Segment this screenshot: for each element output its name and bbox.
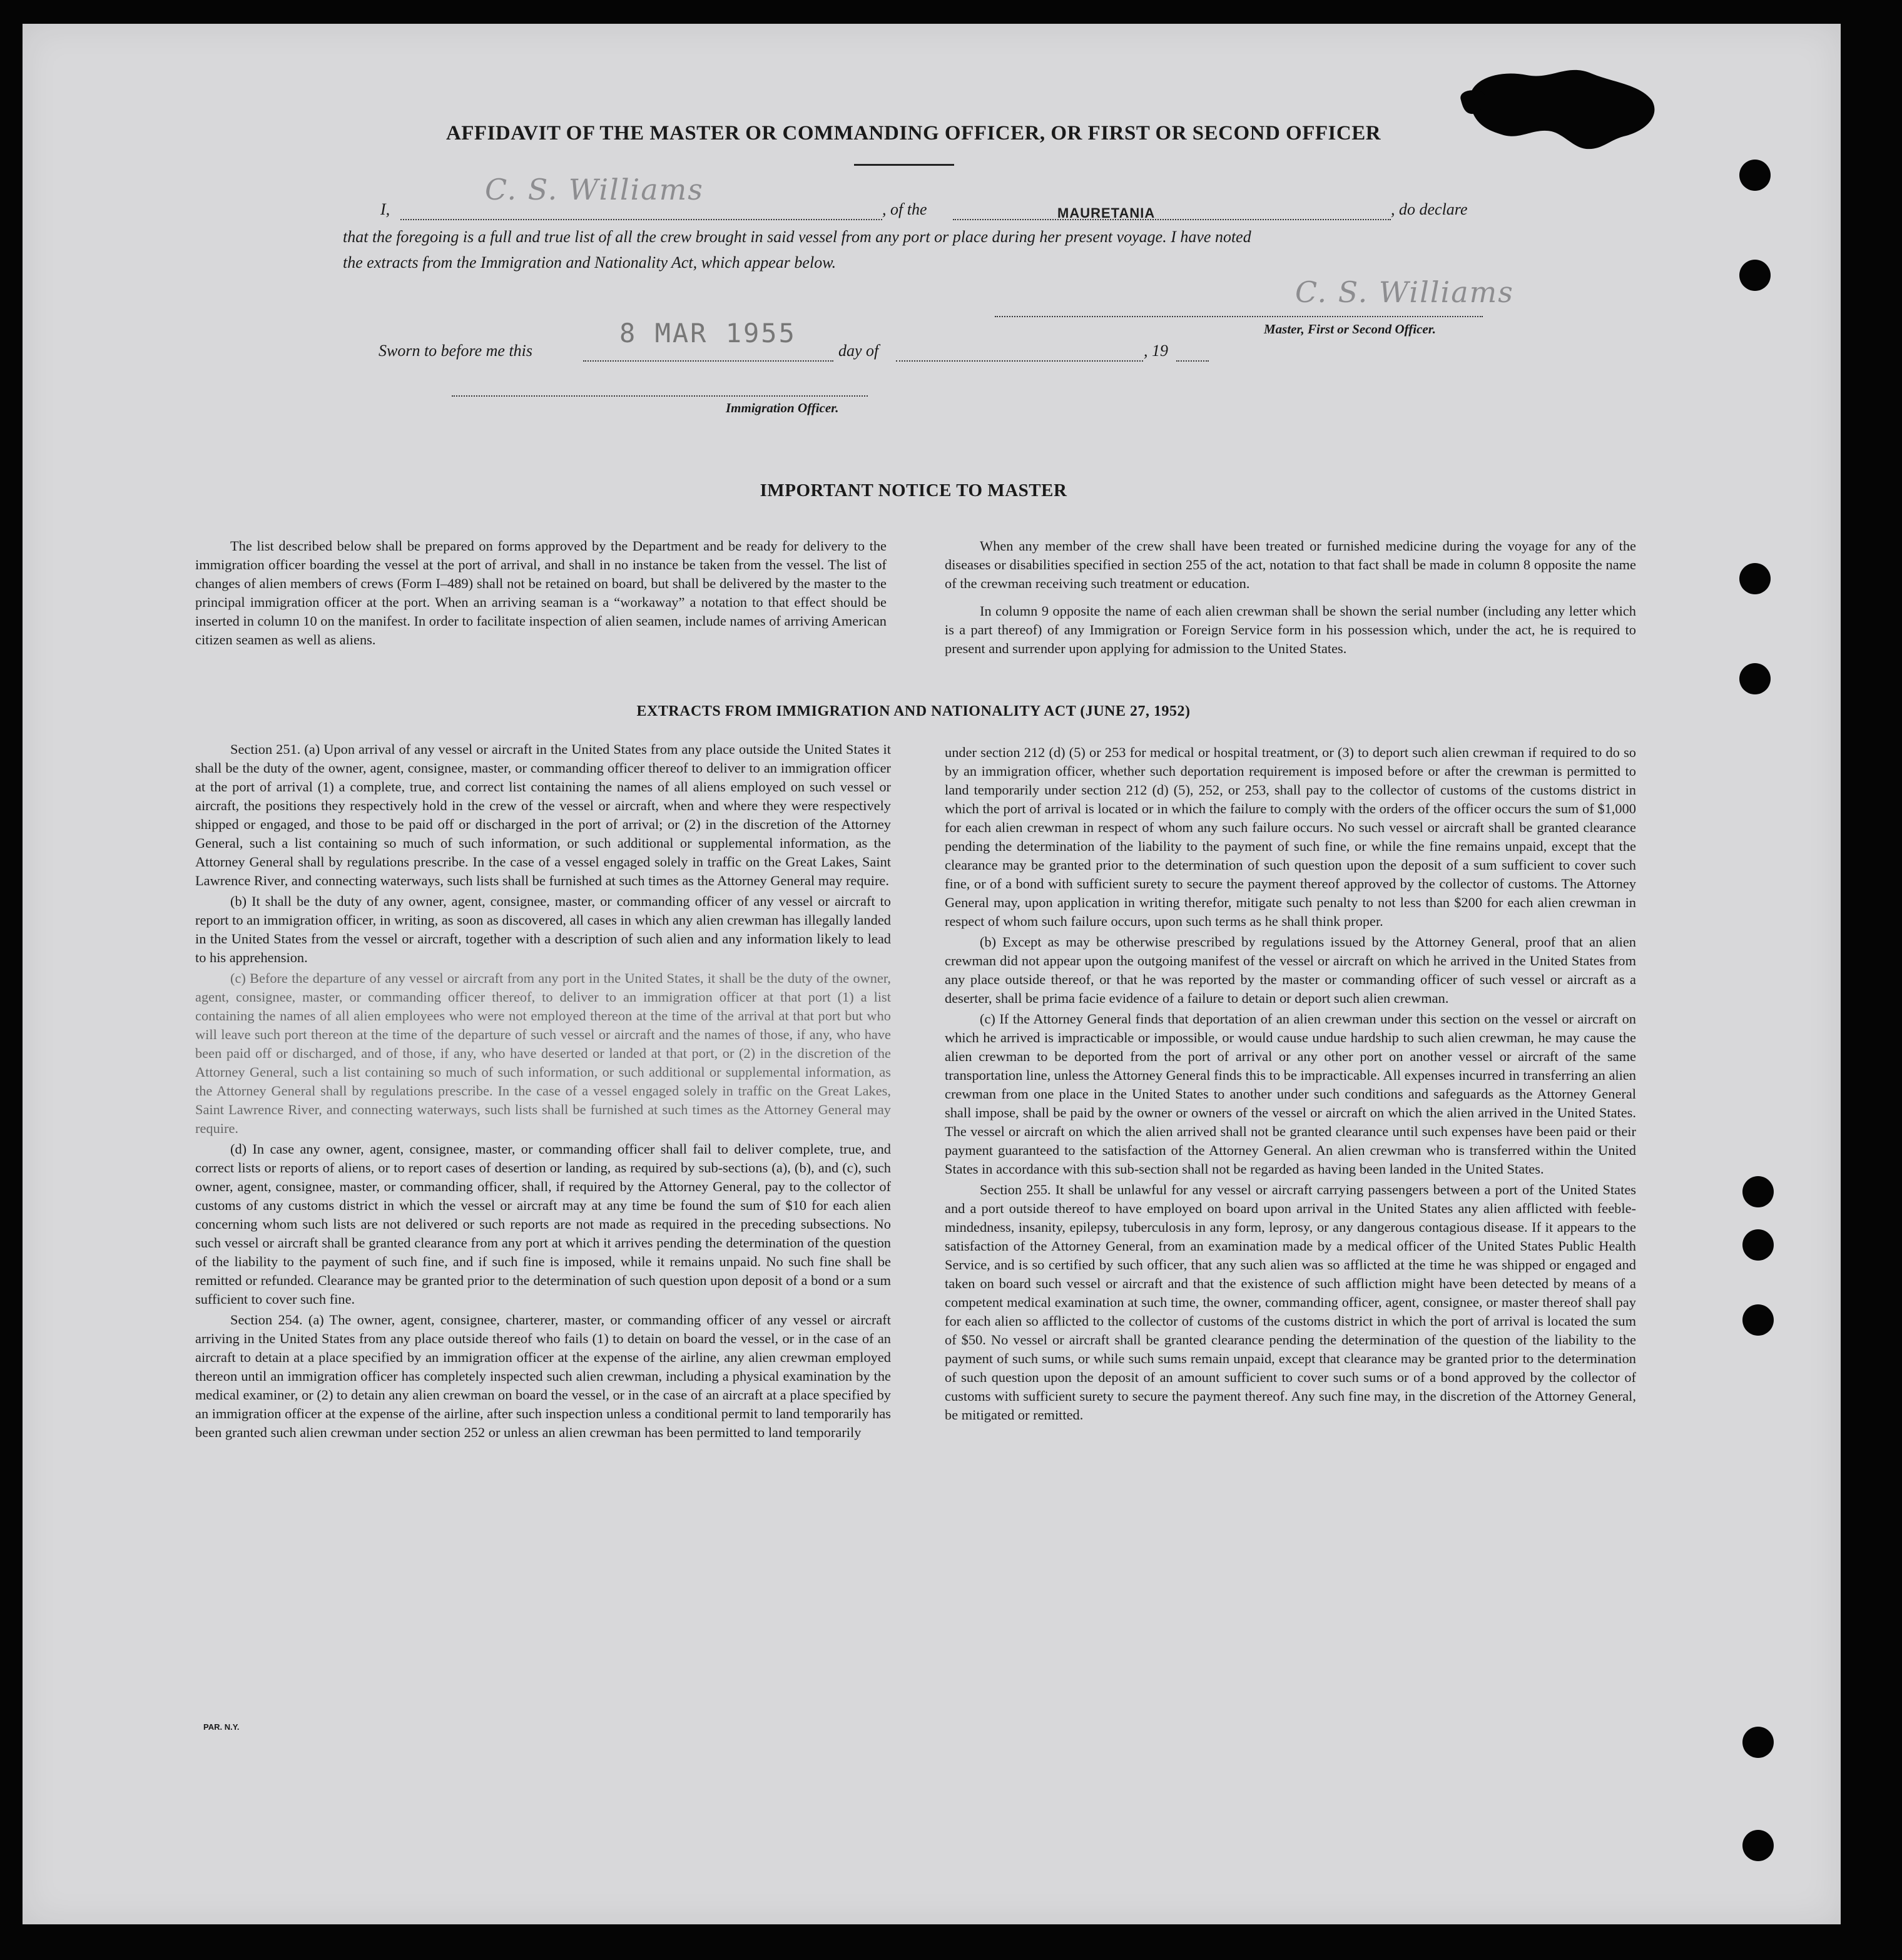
day-of-label: day of xyxy=(838,342,879,360)
section-251-c: (c) Before the departure of any vessel or aircraft from any port in the United States, it shall be the duty of the owner, agent, consignee, master, or commanding officer thereof, to deliver to an immigration officer at that port (1) a list containing the names of all alien employees who were not employed thereon at the time of the arrival at that port but who will leave such port thereon at the time of the departure of such vessel or aircraft and the names of those, if any, who have been paid off or discharged, and of those, if any, who have deserted or landed at that port, or (2) in the discretion of the Attorney General, such a list containing so much of such information, or such additional or supplemental information, as the Attorney General shall by regulations prescribe. In the case of a vessel engaged solely in traffic on the Great Lakes, Saint Lawrence River, and connecting waterways, such lists shall be furnished at such times as the Attorney General may require. xyxy=(195,970,891,1136)
sworn-date-line xyxy=(583,360,833,362)
section-254-b: (b) Except as may be otherwise prescribed by regulations issued by the Attorney General, proof that an alien crewman did not appear upon the outgoing manifest of the vessel or aircraft on which he arrived in the United States from any place outside thereof, or that he was reported by the master or commanding officer of such vessel or aircraft as a deserter, shall be prima facie evidence of a failure to detain or deport such alien crewman. xyxy=(945,934,1636,1006)
declaration-prefix: I, xyxy=(380,200,390,218)
section-255: Section 255. It shall be unlawful for any vessel or aircraft carrying passengers between a port of the United States and a port outside thereof to have employed on board upon arrival in the United States any alien afflicted with feeble-mindedness, insanity, epilepsy, tuberculosis in any form, leprosy, or any dangerous contagious disease. If it appears to the satisfaction of the Attorney General, from an examination made by a medical officer of the United States Public Health Service, and is so certified by such officer, that any such alien was so afflicted at the time he was shipped or engaged and taken on board such vessel or aircraft and that the existence of such affliction might have been detected by means of a competent medical examination at such time, the owner, commanding officer, agent, consignee, or master thereof shall pay for each alien so afflicted to the collector of customs of the customs district in which the port of arrival is located the sum of $50. No vessel or aircraft shall be granted clearance pending the determination of the question of the liability to the payment of such sums, or while such sums remain unpaid, except that clearance may be granted prior to the determination of such question upon the deposit of an amount sufficient to cover such sums or of a bond approved by the collector of customs with sufficient surety to secure the payment thereof. Any such fine may, in the discretion of the Attorney General, be mitigated or remitted. xyxy=(945,1182,1636,1423)
punch-hole xyxy=(1742,1304,1774,1336)
extracts-left-column xyxy=(195,740,891,1442)
section-254-a: Section 254. (a) The owner, agent, consignee, charterer, master, or commanding officer of any vessel or aircraft arriving in the United States from any place outside thereof who fails (1) to detain on board the vessel, or in the case of an aircraft to detain at a place specified by an immigration officer at the expense of the airline, any alien crewman employed thereon until an immigration officer has completely inspected such alien crewman, including a physical examination by the medical examiner, or (2) to detain any alien crewman on board the vessel, or in the case of an aircraft at a place specified by an immigration officer at the expense of the airline, after such inspection unless a conditional permit to land temporarily has been granted such alien crewman under section 252 or unless an alien crewman has been permitted to land temporarily xyxy=(195,1312,891,1440)
notice-left-paragraph: The list described below shall be prepared on forms approved by the Department and be ready for delivery to the immigration officer boarding the vessel at the port of arrival, and shall in no instance be taken from the vessel. The list of changes of alien members of crews (Form I–489) shall not be retained on board, but shall be delivered by the master to the principal immigration officer at the port. When an arriving seaman is a “workaway” a notation to that effect should be inserted in column 10 on the manifest. In order to facilitate inspection of alien seamen, include names of arriving American citizen seamen as well as aliens. xyxy=(195,538,887,647)
ink-blot xyxy=(1458,56,1664,156)
punch-hole xyxy=(1739,563,1771,594)
declaration-line-3: the extracts from the Immigration and Nationality Act, which appear below. xyxy=(343,253,837,272)
section-251-b: (b) It shall be the duty of any owner, agent, consignee, master, or commanding officer of any vessel or aircraft to report to an immigration officer, in writing, as soon as discovered, all cases in which any alien crewman has illegally landed in the United States from the vessel or aircraft, together with a description of such alien and any information likely to lead to his apprehension. xyxy=(195,893,891,965)
punch-hole xyxy=(1742,1727,1774,1758)
immigration-officer-line xyxy=(452,395,868,397)
title-underline xyxy=(854,164,954,166)
notice-right-paragraph: When any member of the crew shall have been treated or furnished medicine during the voyage for any of the diseases or disabilities specified in section 255 of the act, notation to that fact shall be made in column 8 opposite the name of the crewman receiving such treatment or education. xyxy=(945,538,1636,591)
punch-hole xyxy=(1742,1176,1774,1207)
section-254-c: (c) If the Attorney General finds that deportation of an alien crewman under this section on the vessel or aircraft on which he arrived is impracticable or impossible, or would cause undue hardship to such alien crewman, he may cause the alien crewman to be deported from the port of arrival or any other port on another vessel or aircraft of the same transportation line, unless the Attorney General finds this to be impracticable. All expenses incurred in transferring an alien crewman from one place in the United States to another under such conditions and safeguards as the Attorney General shall impose, shall be paid by the owner or owners of the vessel or aircraft on which the alien arrived in the United States. The vessel or aircraft on which the alien arrived shall not be granted clearance until such expenses have been paid or their payment guaranteed to the satisfaction of the Attorney General. An alien crewman who is transferred within the United States in accordance with this sub-section shall not be regarded as having been landed in the United States. xyxy=(945,1011,1636,1177)
declaration-line-2: that the foregoing is a full and true list of all the crew brought in said vessel from any port or place during her present voyage. I have noted xyxy=(343,228,1251,246)
do-declare-label: , do declare xyxy=(1391,200,1468,218)
officer-signature: C. S. Williams xyxy=(485,173,704,206)
section-254-a-cont: under section 212 (d) (5) or 253 for medical or hospital treatment, or (3) to deport such alien crewman if required to do so by an immigration officer, whether such deportation requirement is imposed before or after the crewman is permitted to land temporarily under section 212 (d) (5), 252, or 253, shall pay to the collector of customs of the customs district in which the port of arrival is located or in which the failure to comply with the orders of the officer occurs the sum of $1,000 for each alien crewman in respect of whom any such failure occurs. No such vessel or aircraft shall be granted clearance pending the determination of the liability to the payment of such fine, or while the fine remains unpaid, except that the clearance may be granted prior to the determination of such question upon the deposit of a sum sufficient to cover such fine, or of a bond with sufficient surety to secure the payment thereof approved by the collector of customs. The Attorney General may, upon application in writing therefor, mitigate such penalty to not less than $200 for each alien crewman in respect of whom such failure occurs, upon such terms as he shall think proper. xyxy=(945,744,1636,929)
master-caption: Master, First or Second Officer. xyxy=(1264,322,1436,337)
immigration-officer-caption: Immigration Officer. xyxy=(726,400,839,415)
master-signature: C. S. Williams xyxy=(1295,275,1514,309)
of-the-label: , of the xyxy=(882,200,927,218)
month-line xyxy=(896,360,1143,362)
date-stamp: 8 MAR 1955 xyxy=(619,318,796,348)
year-line xyxy=(1176,360,1209,362)
vessel-name-line xyxy=(953,219,1391,220)
punch-hole xyxy=(1739,160,1771,191)
notice-right-paragraph: In column 9 opposite the name of each alien crewman shall be shown the serial number (including any letter which is a part thereof) of any Immigration or Foreign Service form in his possession which, under the act, he is required to present and surrender upon applying for admission to the United States. xyxy=(945,603,1636,656)
notice-left-column xyxy=(195,537,887,649)
punch-hole xyxy=(1739,663,1771,694)
printer-mark: PAR. N.Y. xyxy=(203,1722,240,1732)
vessel-name: MAURETANIA xyxy=(1057,205,1156,221)
master-signature-line xyxy=(995,316,1483,317)
sworn-label: Sworn to before me this xyxy=(379,342,533,360)
affidavit-title: AFFIDAVIT OF THE MASTER OR COMMANDING OFFICER, OR FIRST OR SECOND OFFICER xyxy=(445,122,1381,145)
punch-hole xyxy=(1739,260,1771,291)
extracts-title: EXTRACTS FROM IMMIGRATION AND NATIONALITY ACT (JUNE 27, 1952) xyxy=(636,703,1191,719)
section-251-d: (d) In case any owner, agent, consignee, master, or commanding officer shall fail to deliver complete, true, and correct lists or reports of aliens, or to report cases of desertion or landing, as required by sub-sections (a), (b), and (c), such owner, agent, consignee, master, or commanding officer, shall, if required by the Attorney General, pay to the collector of customs of any customs district in which the vessel or aircraft may at any time be found the sum of $10 for each alien concerning whom such lists are not delivered or such reports are not made as required in the preceding subsections. No such vessel or aircraft shall be granted clearance from any port at which it arrives pending the determination of the question of the liability to the payment of such fine, and if such fine is imposed, while it remains unpaid. No such fine shall be remitted or refunded. Clearance may be granted prior to the determination of such question upon deposit of a bond or a sum sufficient to cover such fine. xyxy=(195,1141,891,1307)
punch-hole xyxy=(1742,1830,1774,1861)
notice-right-column xyxy=(945,537,1636,658)
section-251-a: Section 251. (a) Upon arrival of any vessel or aircraft in the United States from any place outside the United States it shall be the duty of the owner, agent, consignee, master, or commanding officer thereof to deliver to an immigration officer at the port of arrival (1) a complete, true, and correct list containing the names of all aliens employed on such vessel or aircraft, the positions they respectively hold in the crew of the vessel or aircraft, when and where they were respectively shipped or engaged, and those to be paid off or discharged in the port of arrival; or (2) in the discretion of the Attorney General, such a list containing so much of such information, or such additional or supplemental information, as the Attorney General shall by regulations prescribe. In the case of a vessel engaged solely in traffic on the Great Lakes, Saint Lawrence River, and connecting waterways, such lists shall be furnished at such times as the Attorney General may require. xyxy=(195,741,891,888)
extracts-right-column xyxy=(945,743,1636,1424)
notice-title: IMPORTANT NOTICE TO MASTER xyxy=(760,480,1067,500)
punch-hole xyxy=(1742,1229,1774,1261)
year-prefix: , 19 xyxy=(1144,342,1168,360)
officer-name-line xyxy=(400,219,882,220)
